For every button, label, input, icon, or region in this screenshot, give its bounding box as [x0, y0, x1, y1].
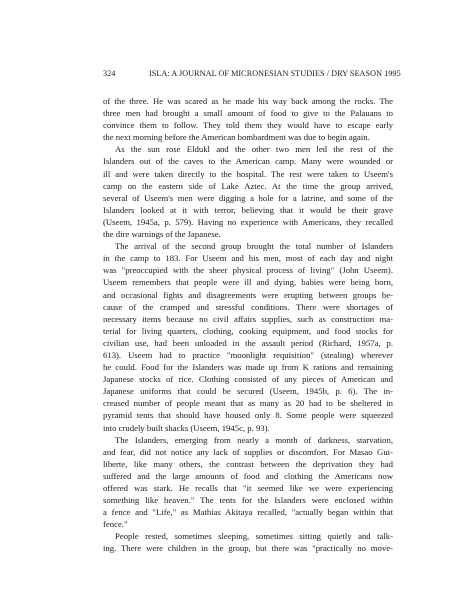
- text-line: ing. There were children in the group, but there was "practically no move-: [103, 543, 393, 554]
- text-line: The arrival of the second group brought the total number of Islanders: [115, 241, 393, 252]
- running-head-title: ISLA: A JOURNAL OF MICRONESIAN STUDIES / DRY SEASON 1995: [149, 69, 401, 78]
- text-line: a fence and "Life," as Mathias Akitaya recalled, "actually began within that: [103, 507, 393, 518]
- text-line: he could. Food for the Islanders was made up from K rations and remaining: [103, 362, 393, 373]
- text-line: and occasional fights and disagreements were erupting between groups be-: [103, 289, 393, 300]
- text-line: pyramid tents that should have housed only 8. Some people were squeezed: [103, 410, 393, 421]
- body-text: [103, 95, 393, 555]
- text-line: something like heaven." The tents for the Islanders were enclosed within: [103, 495, 393, 506]
- text-line: ill and were taken directly to the hospital. The rest were taken to Useem's: [103, 168, 393, 179]
- text-line: Useem remembers that people were ill and dying, babies were being born,: [103, 277, 393, 288]
- text-line: (Useem, 1945a, p. 579). Having no experience with Americans, they recalled: [103, 216, 393, 227]
- text-line: suffered and the large amounts of food and clothing the Americans now: [103, 470, 393, 481]
- text-line: several of Useem's men were digging a hole for a latrine, and some of the: [103, 192, 393, 203]
- text-line: was "preoccupied with the sheer physical process of living" (John Useem).: [103, 265, 393, 276]
- text-line: creased number of people meant that as many as 20 had to be sheltered in: [103, 398, 393, 409]
- text-line: liberte, like many others, the contrast between the deprivation they had: [103, 458, 393, 469]
- running-head: [103, 68, 401, 80]
- text-line: into crudely built shacks (Useem, 1945c, p. 93).: [103, 422, 270, 433]
- text-line: in the camp to 183. For Useem and his men, most of each day and night: [103, 253, 393, 264]
- text-line: terial for living quarters, clothing, cooking equipment, and food stocks for: [103, 325, 393, 336]
- text-line: necessary items because no civil affairs supplies, such as construction ma-: [103, 313, 393, 324]
- text-line: three men had brought a small amount of food to give to the Palauans to: [103, 108, 393, 119]
- text-line: convince them to follow. They told them they would have to escape early: [103, 120, 393, 131]
- text-line: 613). Useem had to practice "moonlight requisition" (stealing) wherever: [103, 349, 393, 360]
- text-line: Japanese uniforms that could be secured (Useem, 1945b, p. 6). The in-: [103, 386, 393, 397]
- page-number: 324: [103, 69, 116, 78]
- text-line: Islanders looked at it with terror, believing that it would be their grave: [103, 204, 393, 215]
- text-line: People rested, sometimes sleeping, sometimes sitting quietly and talk-: [115, 531, 393, 542]
- text-line: cause of the cramped and stressful conditions. There were shortages of: [103, 301, 393, 312]
- text-line: Islanders out of the caves to the American camp. Many were wounded or: [103, 156, 393, 167]
- text-line: offered was stark. He recalls that "it seemed like we were experiencing: [103, 483, 393, 493]
- text-line: of the three. He was scared as he made his way back among the rocks. The: [103, 96, 393, 106]
- text-line: The Islanders, emerging from nearly a month of darkness, starvation,: [115, 434, 393, 445]
- text-line: the next morning before the American bombardment was due to begin again.: [103, 132, 370, 143]
- text-line: fence.": [103, 519, 128, 530]
- text-line: Japanese stocks of rice. Clothing consisted of any pieces of American and: [103, 374, 393, 385]
- text-line: civilian use, had been unloaded in the assault period (Richard, 1957a, p.: [103, 337, 393, 348]
- text-line: camp on the eastern side of Lake Aztec. At the time the group arrived,: [103, 180, 393, 191]
- text-line: and fear, did not notice any lack of supplies or discomfort. For Masao Gui-: [103, 446, 393, 457]
- text-line: As the sun rose Eldukl and the other two men led the rest of the: [115, 144, 393, 155]
- text-line: the dire warnings of the Japanese.: [103, 229, 221, 240]
